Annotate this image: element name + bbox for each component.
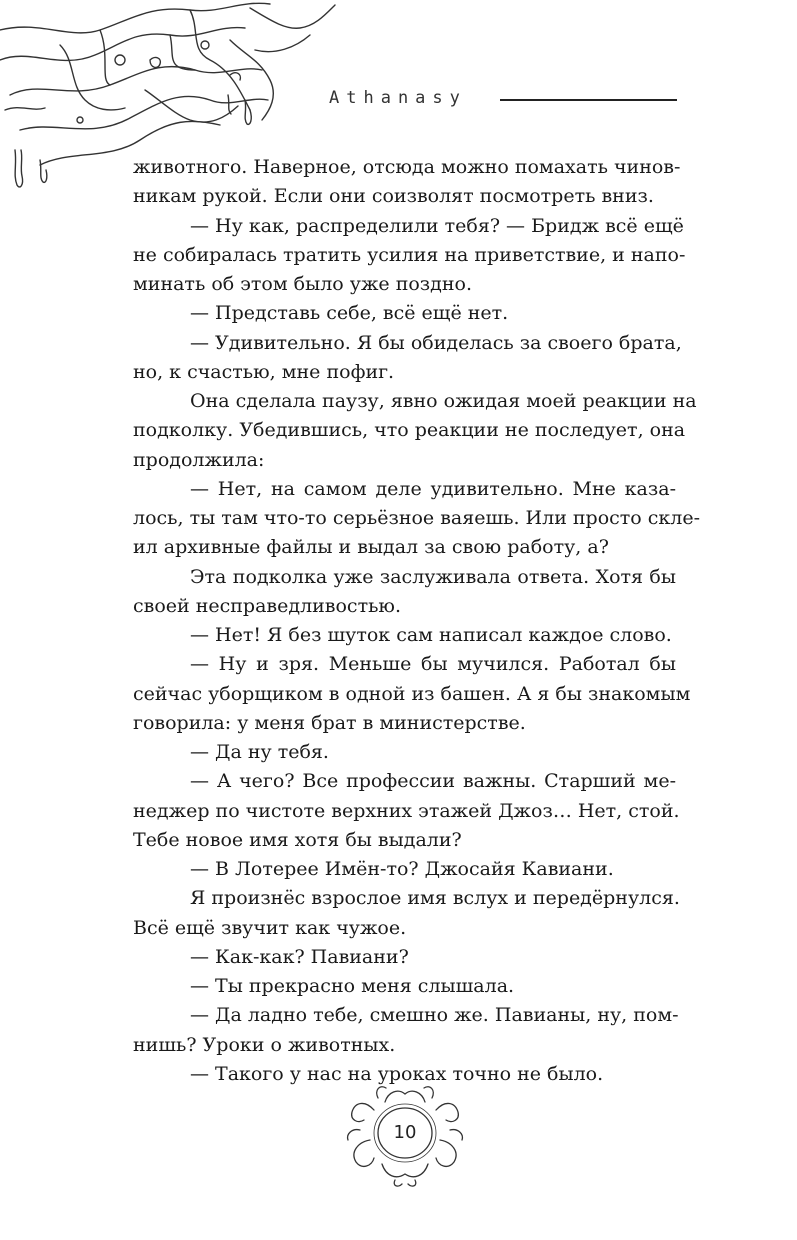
text-line: Она сделала паузу, явно ожидая моей реакции на: [190, 390, 697, 412]
body-text: [133, 153, 701, 1089]
text-line: Тебе новое имя хотя бы выдали?: [133, 828, 462, 851]
text-line: — Удивительно. Я бы обиделась за своего брата,: [190, 331, 682, 354]
text-line: не собиралась тратить усилия на приветствие, и напо-: [133, 243, 686, 266]
text-line: нишь? Уроки о животных.: [133, 1033, 396, 1056]
text-line: — Да ну тебя.: [190, 741, 329, 763]
text-line: неджер по чистоте верхних этажей Джоз… Нет, стой.: [133, 799, 680, 822]
page-folio: [340, 1080, 470, 1190]
text-line: — Ну и зря. Меньше бы мучился. Работал бы: [190, 653, 676, 676]
text-line: — Ты прекрасно меня слышала.: [190, 975, 515, 997]
text-line: Я произнёс взрослое имя вслух и передёрнулся.: [190, 887, 680, 910]
text-line: Всё ещё звучит как чужое.: [133, 916, 407, 939]
text-line: — Такого у нас на уроках точно не было.: [190, 1062, 604, 1085]
header-rule: [500, 99, 677, 101]
text-line: минать об этом было уже поздно.: [133, 273, 473, 295]
text-line: сейчас уборщиком в одной из башен. А я бы знакомым: [133, 682, 691, 705]
text-line: подколку. Убедившись, что реакции не последует, она: [133, 419, 686, 442]
text-line: ил архивные файлы и выдал за свою работу, а?: [133, 536, 609, 559]
text-line: — Как-как? Павиани?: [190, 945, 409, 968]
text-line: — Да ладно тебе, смешно же. Павианы, ну, пом-: [190, 1004, 679, 1027]
text-line: — Представь себе, всё ещё нет.: [190, 302, 509, 325]
running-title: Athanasy: [329, 88, 467, 108]
text-line: — Нет, на самом деле удивительно. Мне каза-: [190, 477, 676, 500]
text-line: — Нет! Я без шуток сам написал каждое слово.: [190, 624, 672, 646]
text-line: животного. Наверное, отсюда можно помахать чинов-: [133, 156, 681, 178]
text-line: продолжила:: [133, 448, 265, 471]
text-line: лось, ты там что-то серьёзное ваяешь. Или просто скле-: [133, 507, 701, 529]
text-line: говорила: у меня брат в министерстве.: [133, 711, 526, 734]
text-line: Эта подколка уже заслуживала ответа. Хотя бы: [190, 565, 676, 588]
text-line: но, к счастью, мне пофиг.: [133, 360, 395, 383]
text-line: — Ну как, распределили тебя? — Бридж всё ещё: [190, 214, 684, 237]
text-line: — В Лотерее Имён-то? Джосайя Кавиани.: [190, 858, 614, 880]
text-line: своей несправедливостью.: [133, 594, 402, 617]
page-number: 10: [393, 1122, 417, 1143]
text-line: — А чего? Все профессии важны. Старший ме-: [190, 770, 676, 793]
text-line: никам рукой. Если они соизволят посмотреть вниз.: [133, 185, 654, 208]
